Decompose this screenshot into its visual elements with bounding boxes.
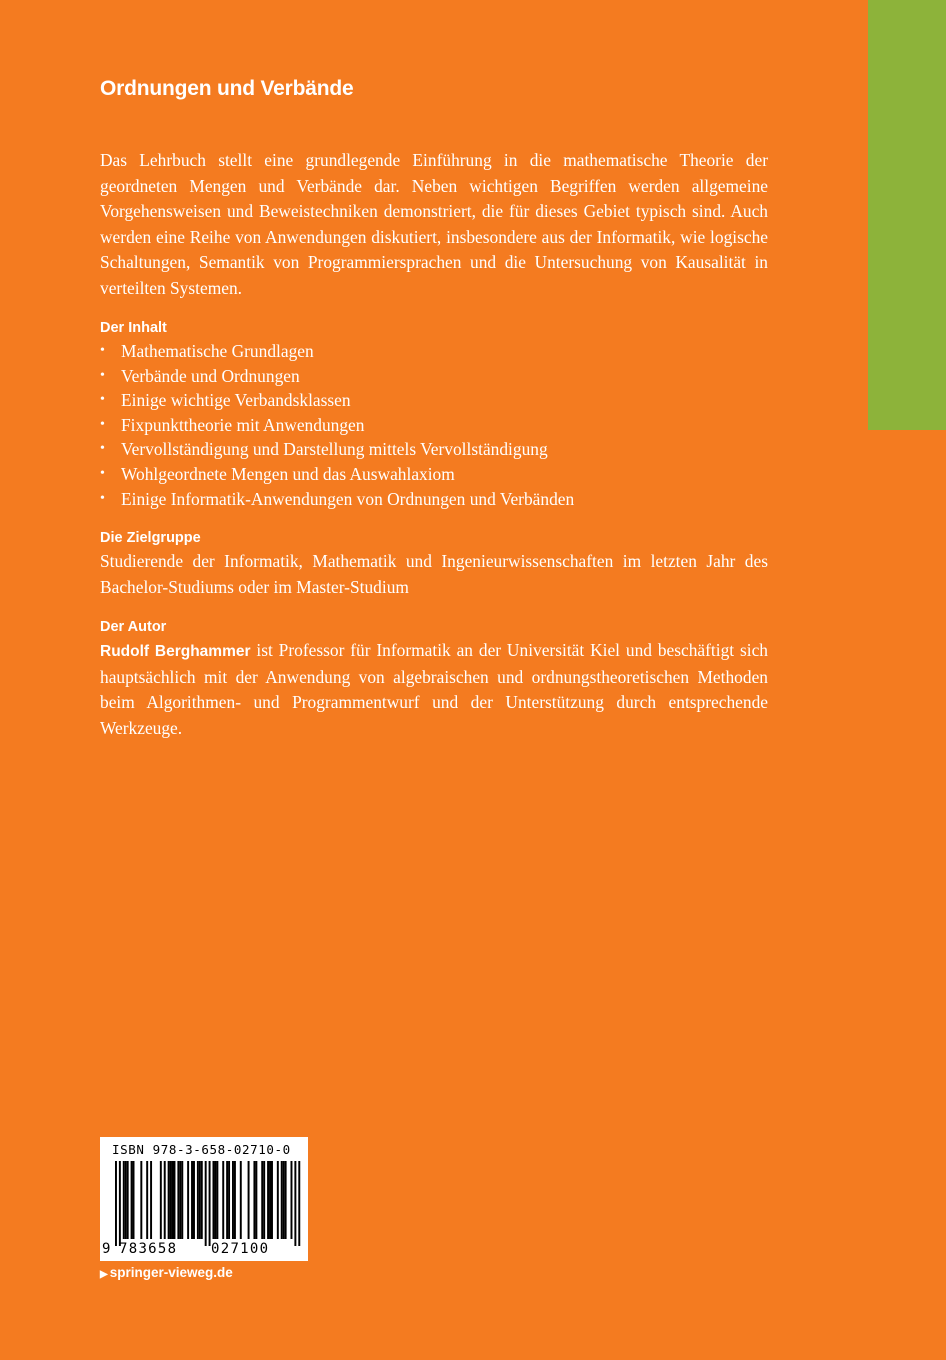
barcode-bar <box>240 1161 242 1239</box>
barcode-bar <box>201 1161 203 1239</box>
back-cover-text <box>100 72 768 741</box>
list-item: • Fixpunkttheorie mit Anwendungen <box>100 413 768 438</box>
list-item: • Wohlgeordnete Mengen und das Auswahlaxiom <box>100 462 768 487</box>
contents-list <box>100 339 768 511</box>
author-bio <box>100 638 768 741</box>
barcode-bar <box>125 1161 127 1239</box>
author-bio-text: ist Professor für Informatik an der Universität Kiel und beschäftigt sich hauptsächlich mit der Anwendung von algebraischen und ordnungstheoretischen Methoden beim Algorithmen- und Programmentwurf und der Unterstützung durch entsprechende Werkzeuge. <box>100 640 768 738</box>
barcode-first-digit: 9 <box>102 1241 111 1257</box>
barcode-bar <box>234 1161 236 1239</box>
bullet-icon: • <box>100 490 105 506</box>
barcode-bar <box>146 1161 148 1239</box>
barcode-left-digits: 783658 <box>119 1241 178 1257</box>
barcode-bar <box>174 1161 176 1239</box>
author-name: Rudolf Berghammer <box>100 643 251 661</box>
audience-heading: Die Zielgruppe <box>100 530 201 547</box>
intro-paragraph: Das Lehrbuch stellt eine grundlegende Einführung in die mathematische Theorie der geordneten Mengen und Verbände dar. Neben wichtigen Begriffen werden allgemeine Vorgehensweisen und Beweistechniken demonstriert, die für dieses Gebiet typisch sind. Auch werden eine Reihe von Anwendungen diskutiert, insbesondere aus der Informatik, wie logische Schaltungen, Semantik von Programmiersprachen und die Untersuchung von Kausalität in verteilten Systemen. <box>100 150 768 298</box>
book-title: Ordnungen und Verbände <box>100 77 354 100</box>
audience-section <box>100 527 768 600</box>
arrow-right-icon: ▶ <box>100 1269 108 1280</box>
barcode-bar <box>164 1161 166 1239</box>
barcode-bar <box>214 1161 216 1239</box>
barcode-bar <box>179 1161 181 1239</box>
list-item: • Vervollständigung und Darstellung mittels Vervollständigung <box>100 437 768 462</box>
barcode-bar <box>177 1161 179 1239</box>
accent-band <box>868 0 946 430</box>
barcode-bar <box>193 1161 195 1239</box>
barcode-bar <box>115 1161 117 1246</box>
barcode-bar <box>213 1161 215 1239</box>
barcode-bar <box>187 1161 189 1239</box>
barcode-bar <box>191 1161 193 1239</box>
bullet-icon: • <box>100 367 105 383</box>
barcode-bar <box>294 1161 296 1246</box>
barcode-bar <box>199 1161 201 1239</box>
barcode-bar <box>277 1161 279 1239</box>
barcode-bar <box>197 1161 199 1239</box>
barcode-bar <box>267 1161 269 1239</box>
bullet-icon: • <box>100 416 105 432</box>
barcode-bar <box>205 1161 207 1246</box>
barcode-bar <box>232 1161 234 1239</box>
barcode-bar <box>168 1161 170 1239</box>
list-item: • Einige wichtige Verbandsklassen <box>100 388 768 413</box>
barcode-bar <box>263 1161 265 1239</box>
barcode-bar <box>123 1161 125 1239</box>
barcode-bar <box>119 1161 121 1246</box>
list-item: • Verbände und Ordnungen <box>100 364 768 389</box>
barcode-bar <box>170 1161 172 1239</box>
contents-section <box>100 317 768 511</box>
barcode-bar <box>172 1161 174 1239</box>
isbn-label: ISBN 978-3-658-02710-0 <box>112 1142 291 1157</box>
bullet-icon: • <box>100 465 105 481</box>
bullet-icon: • <box>100 441 105 457</box>
barcode-bar <box>216 1161 218 1239</box>
barcode-bar <box>181 1161 183 1239</box>
bullet-icon: • <box>100 343 105 358</box>
barcode-bar <box>226 1161 228 1239</box>
bullet-icon: • <box>100 392 105 408</box>
barcode-bar <box>271 1161 273 1239</box>
barcode-bar <box>133 1161 135 1239</box>
barcode-bar <box>140 1161 142 1239</box>
author-heading: Der Autor <box>100 619 167 636</box>
barcode-bar <box>255 1161 257 1239</box>
barcode-bar <box>209 1161 211 1246</box>
website-label: springer-vieweg.de <box>109 1265 233 1280</box>
barcode-bar <box>261 1161 263 1239</box>
barcode-bar <box>283 1161 285 1239</box>
barcode-bar <box>160 1161 162 1239</box>
barcode-bar <box>228 1161 230 1239</box>
barcode-bar <box>285 1161 287 1239</box>
barcode-bar <box>150 1161 152 1239</box>
barcode-bar <box>291 1161 293 1239</box>
isbn-barcode <box>100 1137 308 1261</box>
barcode-bar <box>281 1161 283 1239</box>
barcode-bar <box>298 1161 300 1246</box>
barcode-bar <box>127 1161 129 1239</box>
barcode-bar <box>269 1161 271 1239</box>
list-item: • Mathematische Grundlagen <box>100 339 768 364</box>
audience-text: Studierende der Informatik, Mathematik und Ingenieurwissenschaften im letzten Jahr des Bachelor-Studiums oder im Master-Studium <box>100 551 768 597</box>
author-section <box>100 616 768 741</box>
barcode-bar <box>131 1161 133 1239</box>
publisher-website <box>100 1265 233 1280</box>
barcode-bar <box>222 1161 224 1239</box>
list-item: • Einige Informatik-Anwendungen von Ordnungen und Verbänden <box>100 487 768 512</box>
barcode-bar <box>253 1161 255 1239</box>
barcode-right-digits: 027100 <box>211 1241 270 1257</box>
barcode-bar <box>248 1161 250 1239</box>
contents-heading: Der Inhalt <box>100 320 167 336</box>
